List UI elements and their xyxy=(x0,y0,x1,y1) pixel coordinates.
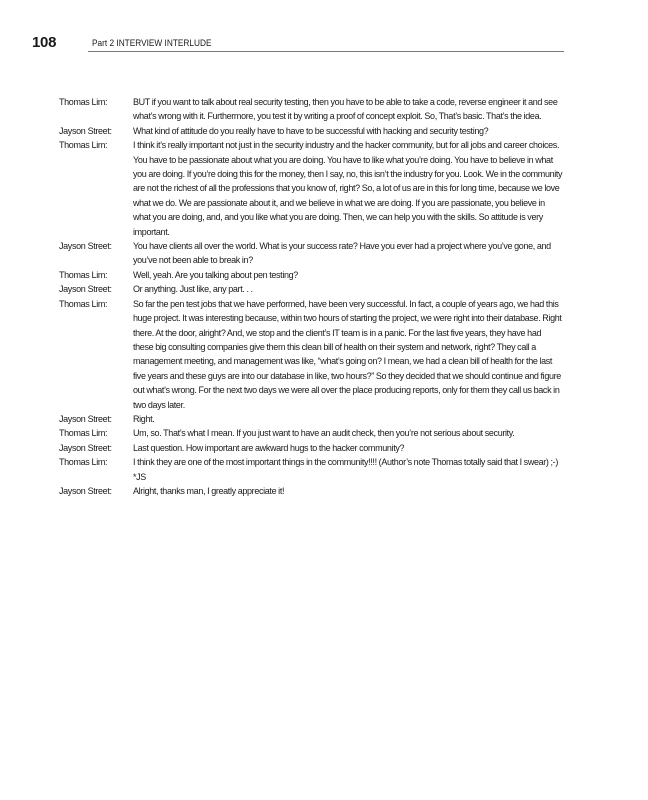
utterance-text: Um, so. That’s what I mean. If you just want to have an audit check, then you’re not serious about security. xyxy=(133,428,515,439)
exchange xyxy=(59,484,563,498)
speaker-name: Thomas Lim: xyxy=(59,140,108,151)
exchange xyxy=(59,426,563,440)
speaker-name: Jayson Street: xyxy=(59,413,112,424)
utterance-text: I think it’s really important not just in the security industry and the hacker community, but for all jobs and career choices. You have to be passionate about what you are doing. You have to like what you’re doing. You have to believe in what you are doing. If you’re doing this for the money, then I say, no, this isn’t the industry for you. Look. We in the community are not the richest of all the professions that you know of, right? So, a lot of us are in this for long time, because we love what we do. We are passionate about it, and we believe in what we are doing. If you are passionate, you believe in what you are doing, and, and you like what you are doing. Then, we can help you with the skills. So attitude is very important. xyxy=(133,140,563,237)
utterance-text: Right. xyxy=(133,413,155,424)
exchange xyxy=(59,239,563,268)
utterance-text: BUT if you want to talk about real security testing, then you have to be able to take a code, reverse engineer it and see what’s wrong with it. Furthermore, you test it by writing a proof of concept exploit. So, That’s basic. That’s the idea. xyxy=(133,97,558,122)
speaker-name: Thomas Lim: xyxy=(59,428,108,439)
exchange xyxy=(59,124,563,138)
speaker-name: Jayson Street: xyxy=(59,442,112,453)
utterance-text: I think they are one of the most important things in the community!!!! (Author’s note Thomas totally said that I swear) ;-) *JS xyxy=(133,457,558,482)
exchange xyxy=(59,297,563,412)
speaker-name: Thomas Lim: xyxy=(59,298,108,309)
utterance-text: What kind of attitude do you really have to have to be successful with hacking and security testing? xyxy=(133,125,489,136)
utterance-text: So far the pen test jobs that we have performed, have been very successful. In fact, a couple of years ago, we had this huge project. It was interesting because, within two hours of starting the project, we were right into their database. Right there. At the door, alright? And, we stop and the client’s IT team is in a panic. For the last five years, they have had these big consulting companies give them this clean bill of health on their system and network, right? They call a management meeting, and management was like, “what’s going on? I mean, we had a clean bill of health for the last five years and these guys are into our database in like, two hours?” So they decided that we should continue and figure out what’s wrong. For the next two days we were all over the place producing reports, only for them they call us back in two days later. xyxy=(133,298,562,410)
running-title: Part 2 INTERVIEW INTERLUDE xyxy=(92,38,212,48)
page-header xyxy=(32,34,564,52)
exchange xyxy=(59,412,563,426)
utterance-text: Or anything. Just like, any part. . . xyxy=(133,284,253,295)
speaker-name: Thomas Lim: xyxy=(59,97,108,107)
exchange xyxy=(59,138,563,239)
exchange xyxy=(59,95,563,124)
interview-transcript xyxy=(59,95,563,498)
exchange xyxy=(59,282,563,296)
speaker-name: Jayson Street: xyxy=(59,241,112,252)
utterance-text: Last question. How important are awkward hugs to the hacker community? xyxy=(133,442,405,453)
speaker-name: Jayson Street: xyxy=(59,485,112,496)
page-number: 108 xyxy=(32,34,57,51)
speaker-name: Thomas Lim: xyxy=(59,269,108,280)
exchange xyxy=(59,268,563,282)
utterance-text: You have clients all over the world. What is your success rate? Have you ever had a project where you’ve gone, and you’ve not been able to break in? xyxy=(133,241,551,266)
exchange xyxy=(59,441,563,455)
exchange xyxy=(59,455,563,484)
speaker-name: Jayson Street: xyxy=(59,125,112,136)
speaker-name: Thomas Lim: xyxy=(59,457,108,468)
utterance-text: Well, yeah. Are you talking about pen testing? xyxy=(133,269,298,280)
header-rule xyxy=(88,51,564,52)
utterance-text: Alright, thanks man, I greatly appreciate it! xyxy=(133,485,285,496)
speaker-name: Jayson Street: xyxy=(59,284,112,295)
